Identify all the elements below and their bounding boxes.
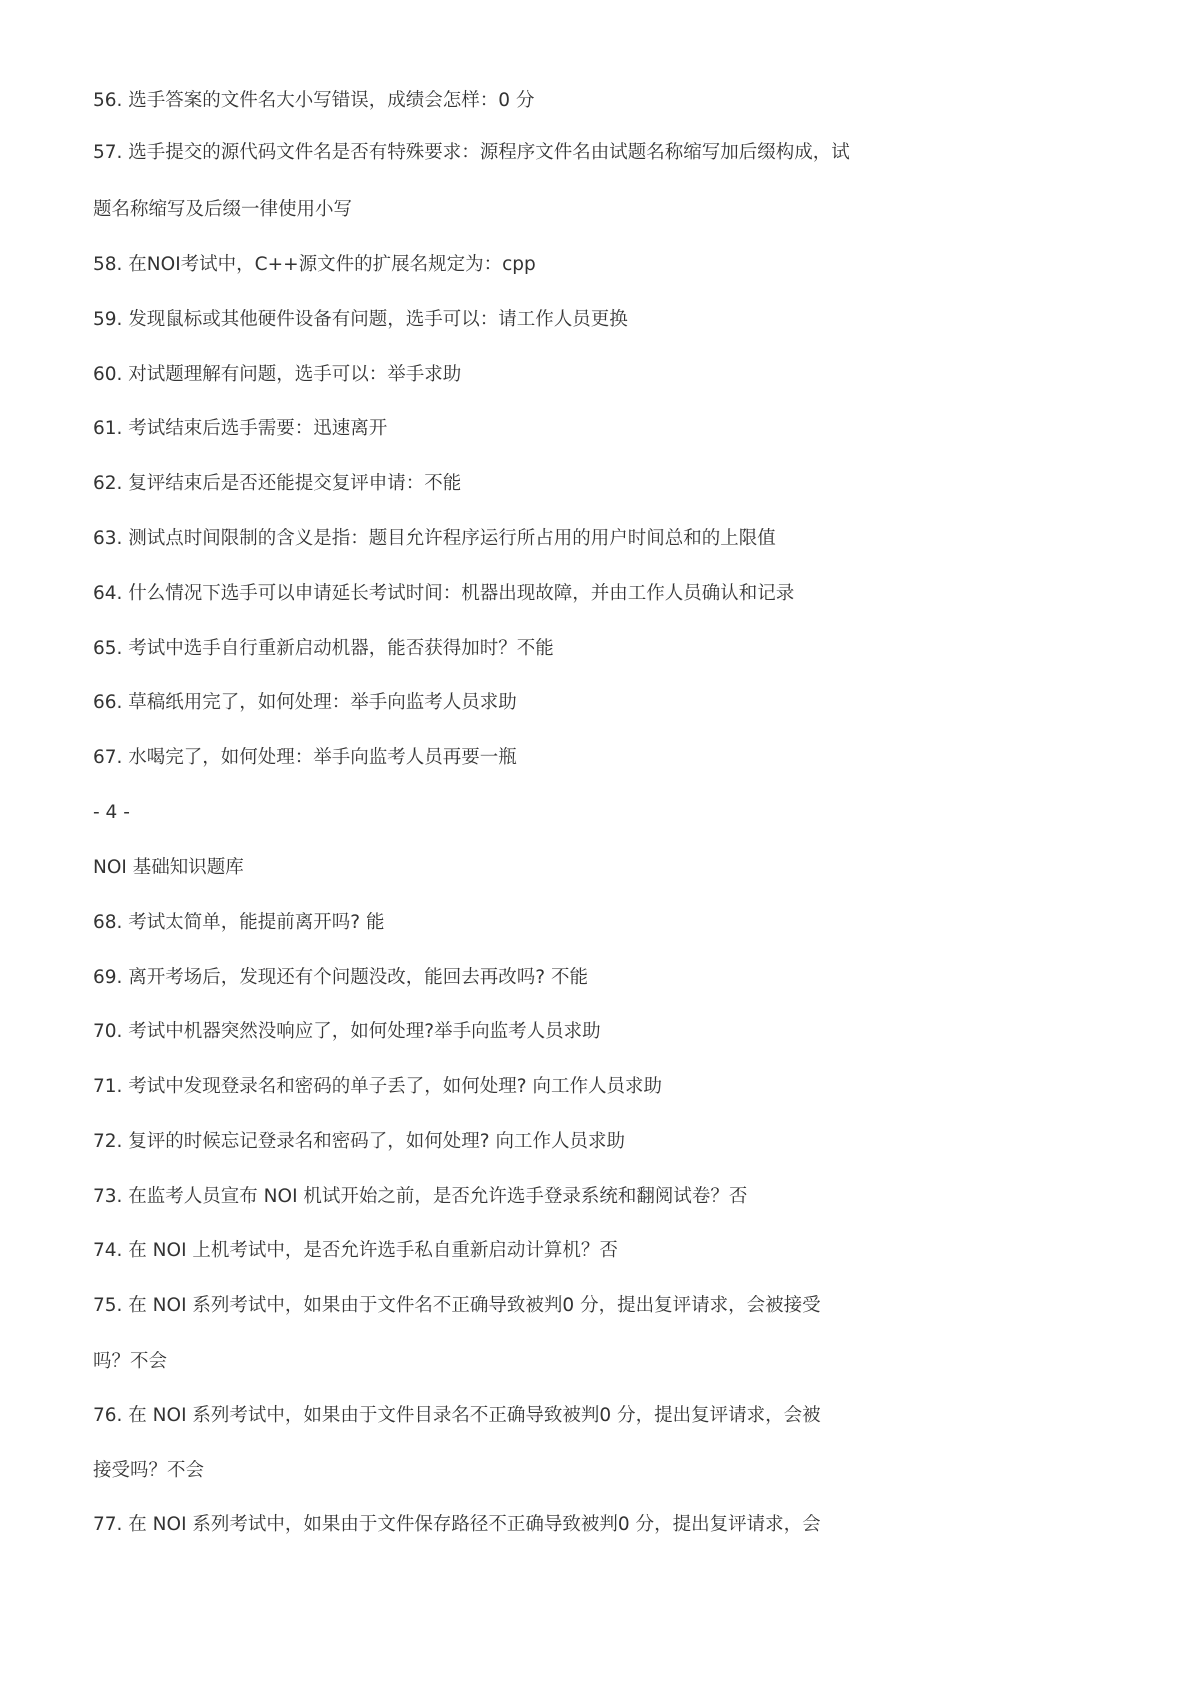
line-72: 72. 复评的时候忘记登录名和密码了，如何处理? 向工作人员求助 xyxy=(93,1131,626,1152)
line-60: 60. 对试题理解有问题，选手可以：举手求助 xyxy=(93,364,462,385)
running-header: NOI 基础知识题库 xyxy=(93,857,244,878)
line-71: 71. 考试中发现登录名和密码的单子丢了，如何处理? 向工作人员求助 xyxy=(93,1076,663,1097)
line-59: 59. 发现鼠标或其他硬件设备有问题，选手可以：请工作人员更换 xyxy=(93,309,628,330)
line-76: 76. 在 NOI 系列考试中，如果由于文件目录名不正确导致被判0 分，提出复评请求，会被 xyxy=(93,1405,821,1426)
line-76-cont: 接受吗？不会 xyxy=(93,1460,205,1481)
line-63: 63. 测试点时间限制的含义是指：题目允许程序运行所占用的用户时间总和的上限值 xyxy=(93,528,776,549)
line-57: 57. 选手提交的源代码文件名是否有特殊要求：源程序文件名由试题名称缩写加后缀构成，试 xyxy=(93,142,850,163)
line-57-cont: 题名称缩写及后缀一律使用小写 xyxy=(93,199,353,220)
line-61: 61. 考试结束后选手需要：迅速离开 xyxy=(93,418,388,439)
line-66: 66. 草稿纸用完了，如何处理：举手向监考人员求助 xyxy=(93,692,517,713)
line-69: 69. 离开考场后，发现还有个问题没改，能回去再改吗? 不能 xyxy=(93,967,589,988)
line-65: 65. 考试中选手自行重新启动机器，能否获得加时？不能 xyxy=(93,638,554,659)
line-74: 74. 在 NOI 上机考试中，是否允许选手私自重新启动计算机？否 xyxy=(93,1240,618,1261)
line-77: 77. 在 NOI 系列考试中，如果由于文件保存路径不正确导致被判0 分，提出复评请求，会 xyxy=(93,1514,821,1535)
line-68: 68. 考试太简单，能提前离开吗? 能 xyxy=(93,912,385,933)
line-75: 75. 在 NOI 系列考试中，如果由于文件名不正确导致被判0 分，提出复评请求，会被接受 xyxy=(93,1295,821,1316)
page-number: - 4 - xyxy=(93,802,130,823)
line-73: 73. 在监考人员宣布 NOI 机试开始之前，是否允许选手登录系统和翻阅试卷？否 xyxy=(93,1186,748,1207)
line-58: 58. 在NOI考试中，C++源文件的扩展名规定为：cpp xyxy=(93,254,536,275)
line-70: 70. 考试中机器突然没响应了，如何处理?举手向监考人员求助 xyxy=(93,1021,601,1042)
line-62: 62. 复评结束后是否还能提交复评申请：不能 xyxy=(93,473,462,494)
line-67: 67. 水喝完了，如何处理：举手向监考人员再要一瓶 xyxy=(93,747,517,768)
line-56: 56. 选手答案的文件名大小写错误，成绩会怎样：0 分 xyxy=(93,90,535,111)
line-75-cont: 吗？不会 xyxy=(93,1351,168,1372)
line-64: 64. 什么情况下选手可以申请延长考试时间：机器出现故障，并由工作人员确认和记录 xyxy=(93,583,795,604)
